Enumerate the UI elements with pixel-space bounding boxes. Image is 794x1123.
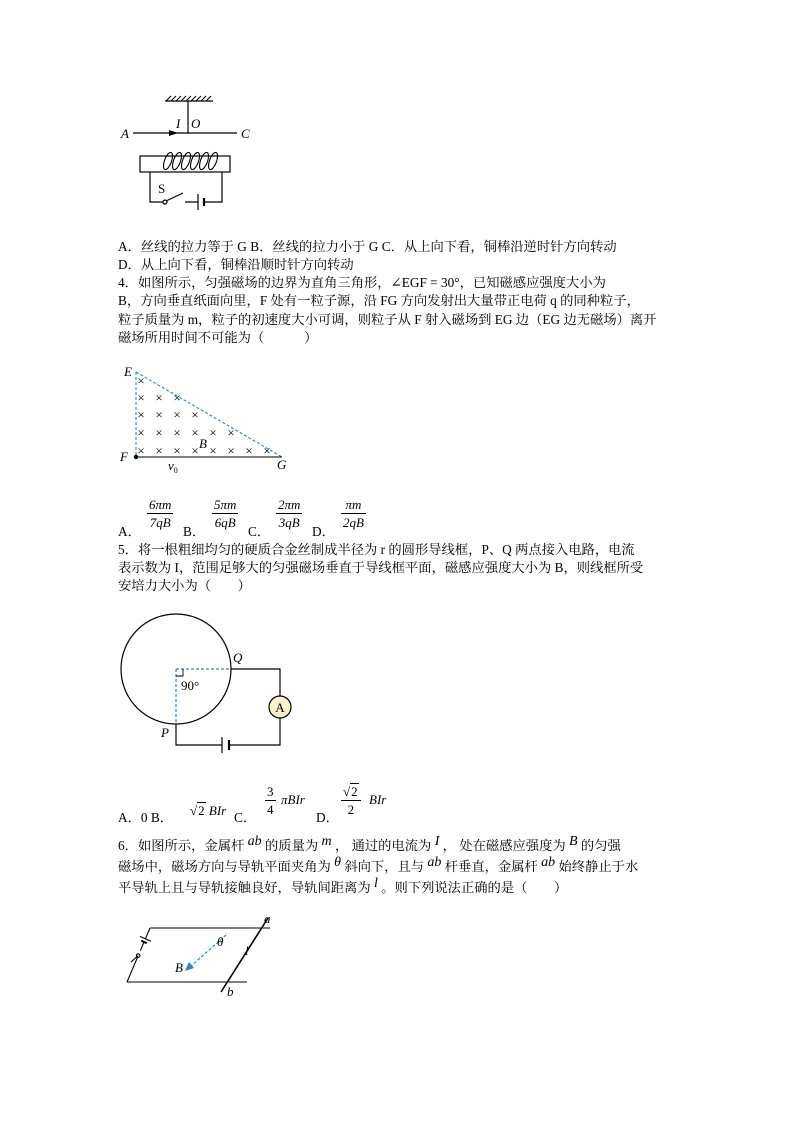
text: 始终静止于水 — [555, 859, 639, 874]
right-angle-mark — [176, 669, 183, 676]
battery-short-plate — [141, 941, 146, 943]
q4-stem-line-4: 磁场所用时间不可能为（ ） — [118, 330, 318, 345]
math-i: I — [434, 834, 440, 849]
label-b: b — [227, 984, 234, 999]
triangle-field-figure — [119, 364, 287, 475]
label-g: G — [277, 457, 287, 472]
numerator — [341, 783, 361, 801]
cross-mark: × — [227, 443, 235, 458]
q5-stem-line-1: 5．将一根粗细均匀的硬质合金丝制成半径为 r 的圆形导线框，P、Q 两点接入电路，电流 — [118, 542, 635, 557]
cross-mark: × — [137, 425, 145, 440]
q4-stem-line-2: B，方向垂直纸面向里，F 处有一粒子源，沿 FG 方向发射出大量带正电荷 q 的同种粒子， — [118, 293, 640, 308]
cross-mark: × — [173, 443, 181, 458]
q6-stem-line-3 — [118, 876, 568, 897]
q4-option-b-value[interactable] — [212, 496, 238, 531]
denominator: 2 — [347, 802, 355, 817]
cross-mark: × — [155, 425, 163, 440]
text: 的匀强 — [577, 838, 621, 853]
denominator: 3qB — [278, 515, 300, 530]
cross-mark: × — [137, 407, 145, 422]
q6-stem-line-2 — [118, 855, 639, 876]
cross-mark: × — [173, 390, 181, 405]
label-field-b: B — [199, 436, 207, 451]
numerator: 3 — [267, 784, 274, 799]
text: 斜向下，且与 — [340, 859, 428, 874]
cross-mark: × — [191, 443, 199, 458]
cross-mark: × — [137, 443, 145, 458]
switch-blade — [166, 193, 183, 201]
cross-mark: × — [263, 443, 271, 458]
math-ab: ab — [427, 855, 442, 870]
text: 磁场中，磁场方向与导轨平面夹角为 — [118, 859, 335, 874]
radical-sign: √ — [343, 784, 351, 799]
label-e: E — [124, 364, 132, 379]
cross-mark: × — [173, 425, 181, 440]
q5-option-d-label[interactable]: D． — [316, 810, 339, 825]
field-arrow-head — [185, 962, 194, 971]
q5-stem-line-2: 表示数为 I，范围足够大的匀强磁场垂直于导线框平面，磁感应强度大小为 B，则线框所受 — [118, 560, 644, 575]
q4-option-c-value[interactable] — [276, 496, 302, 531]
q5-option-c-tail: πBIr — [281, 792, 305, 807]
q4-stem-line-3: 粒子质量为 m，粒子的初速度大小可调，则粒子从 F 射入磁场到 EG 边（EG 边无磁场）离开 — [118, 312, 657, 327]
q5-stem-line-3: 安培力大小为（ ） — [118, 578, 251, 593]
text: 。则下列说法正确的是（ ） — [377, 880, 568, 895]
math-ab: ab — [541, 855, 556, 870]
numerator: 6πm — [149, 497, 172, 512]
q6-stem-line-1 — [118, 834, 621, 855]
solenoid-coil — [162, 151, 220, 170]
label-c: C — [241, 126, 250, 141]
label-switch: S — [158, 181, 166, 196]
label-rail-spacing: l — [245, 943, 249, 958]
q4-option-a-value[interactable] — [147, 496, 173, 531]
math-theta: θ — [334, 855, 341, 870]
label-q: Q — [233, 650, 243, 665]
numerator: 5πm — [214, 497, 237, 512]
cross-mark: × — [191, 425, 199, 440]
hanging-rod-figure — [120, 96, 250, 210]
ammeter-label: A — [275, 700, 285, 715]
q4-option-d-label[interactable]: D． — [312, 524, 335, 539]
cross-mark: × — [209, 425, 217, 440]
ceiling-hatch — [166, 96, 211, 101]
cross-mark: × — [137, 390, 145, 405]
label-field-b: B — [175, 960, 183, 975]
q3-options-line-2: D．从上向下看，铜棒沿顺时针方向转动 — [118, 257, 354, 272]
denominator: 2qB — [343, 515, 364, 530]
radical-sign: √ — [190, 803, 198, 818]
label-angle: 90° — [181, 678, 200, 693]
label-a: A — [121, 126, 129, 141]
q5-option-a-b-labels[interactable]: A．0 B． — [118, 810, 174, 825]
cross-mark: × — [173, 407, 181, 422]
cross-mark: × — [191, 407, 199, 422]
cross-mark: × — [245, 443, 253, 458]
text: 杆垂直，金属杆 — [441, 859, 542, 874]
text: ， 通过的电流为 — [331, 838, 435, 853]
denominator: 4 — [267, 802, 274, 817]
radicand: 2 — [198, 803, 205, 818]
label-theta: θ — [217, 934, 224, 949]
math-ab: ab — [247, 834, 262, 849]
cross-mark: × — [155, 390, 163, 405]
q5-option-c-label[interactable]: C． — [234, 810, 257, 825]
math-m: m — [321, 834, 332, 849]
velocity-symbol: v — [168, 458, 174, 473]
math-b: B — [569, 834, 578, 849]
option-b-tail: BIr — [208, 803, 227, 818]
q4-option-d-value[interactable] — [341, 496, 366, 531]
cross-mark: × — [137, 373, 145, 388]
text: 平导轨上且与导轨接触良好，导轨间距离为 — [118, 880, 374, 895]
text: 6．如图所示，金属杆 — [118, 838, 248, 853]
text: ， 处在磁感应强度为 — [439, 838, 570, 853]
numerator: πm — [341, 496, 366, 514]
label-p: P — [161, 725, 169, 740]
q5-option-b-value[interactable] — [190, 803, 226, 819]
q4-option-c-label[interactable]: C． — [248, 524, 271, 539]
text: 的质量为 — [261, 838, 322, 853]
label-f: F — [120, 449, 128, 464]
label-current: I — [176, 116, 181, 131]
q4-stem-line-1: 4．如图所示，匀强磁场的边界为直角三角形，∠EGF = 30°，已知磁感应强度大小为 — [118, 275, 606, 290]
label-velocity — [168, 458, 178, 475]
q4-option-b-label[interactable]: B． — [183, 524, 206, 539]
cross-mark: × — [209, 443, 217, 458]
cross-mark: × — [227, 425, 235, 440]
q5-option-d-fraction[interactable] — [341, 783, 361, 818]
velocity-subscript: 0 — [173, 466, 178, 475]
q5-option-d-tail: BIr — [369, 792, 387, 807]
rail-rod-figure — [127, 911, 271, 999]
cross-mark: × — [155, 443, 163, 458]
q5-option-c-fraction[interactable] — [265, 783, 276, 818]
math-l: l — [373, 876, 378, 891]
denominator: 7qB — [149, 515, 171, 530]
q3-options-line-1: A．丝线的拉力等于 G B．丝线的拉力小于 G C．从上向下看，铜棒沿逆时针方向转动 — [118, 239, 617, 254]
solenoid-core — [140, 156, 230, 172]
circular-frame-figure — [121, 614, 291, 753]
denominator: 6qB — [214, 515, 236, 530]
q4-option-a-label[interactable]: A． — [118, 524, 141, 539]
cross-mark: × — [155, 407, 163, 422]
label-a: a — [264, 911, 271, 926]
radicand: 2 — [351, 784, 358, 799]
numerator: 2πm — [278, 497, 301, 512]
label-o: O — [191, 116, 201, 131]
